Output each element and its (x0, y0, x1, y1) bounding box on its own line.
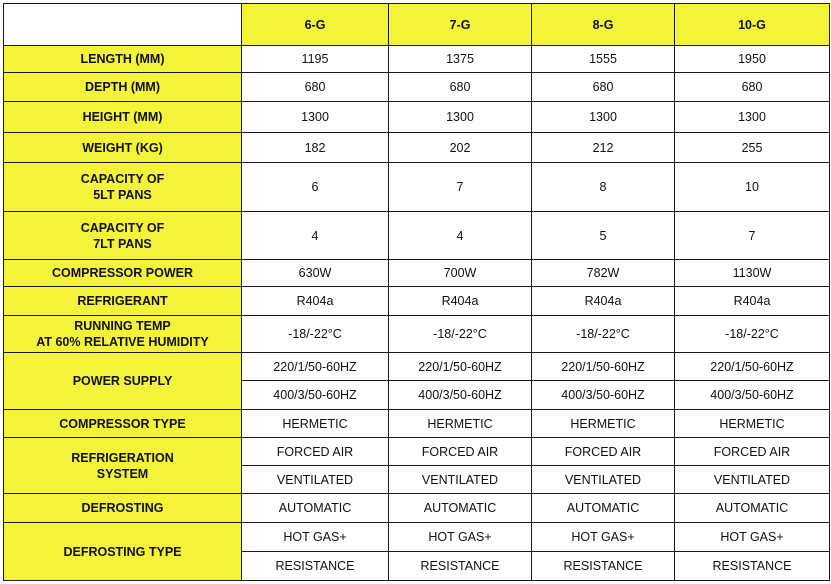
corner-cell (4, 4, 242, 46)
value-cell: -18/-22°C (389, 316, 532, 353)
value-cell: 400/3/50-60HZ (242, 381, 389, 410)
table-row (4, 260, 830, 287)
value-cell: 10 (675, 163, 830, 212)
value-cell: 680 (532, 73, 675, 102)
row-label: REFRIGERANT (4, 287, 242, 316)
value-cell: HOT GAS+ (675, 523, 830, 552)
table-row (4, 523, 830, 552)
value-cell: 4 (389, 212, 532, 260)
value-cell: 400/3/50-60HZ (675, 381, 830, 410)
value-cell: AUTOMATIC (242, 494, 389, 523)
table-row (4, 73, 830, 102)
value-cell: 220/1/50-60HZ (532, 353, 675, 381)
table-row (4, 438, 830, 466)
value-cell: HERMETIC (532, 410, 675, 438)
value-cell: 4 (242, 212, 389, 260)
value-cell: AUTOMATIC (532, 494, 675, 523)
value-cell: RESISTANCE (532, 552, 675, 581)
value-cell: -18/-22°C (242, 316, 389, 353)
value-cell: R404a (532, 287, 675, 316)
value-cell: 5 (532, 212, 675, 260)
spec-table-body (4, 46, 830, 581)
value-cell: 782W (532, 260, 675, 287)
value-cell: 255 (675, 133, 830, 163)
value-cell: VENTILATED (389, 466, 532, 494)
row-label: HEIGHT (MM) (4, 102, 242, 133)
value-cell: 1130W (675, 260, 830, 287)
value-cell: 220/1/50-60HZ (675, 353, 830, 381)
value-cell: HERMETIC (242, 410, 389, 438)
value-cell: HOT GAS+ (389, 523, 532, 552)
value-cell: AUTOMATIC (389, 494, 532, 523)
value-cell: 1555 (532, 46, 675, 73)
table-row (4, 46, 830, 73)
value-cell: R404a (242, 287, 389, 316)
value-cell: VENTILATED (532, 466, 675, 494)
table-row (4, 353, 830, 381)
value-cell: 400/3/50-60HZ (389, 381, 532, 410)
column-header: 10-G (675, 4, 830, 46)
value-cell: HERMETIC (675, 410, 830, 438)
value-cell: FORCED AIR (532, 438, 675, 466)
value-cell: 7 (675, 212, 830, 260)
row-label: COMPRESSOR TYPE (4, 410, 242, 438)
table-row (4, 316, 830, 353)
value-cell: HOT GAS+ (242, 523, 389, 552)
row-label: POWER SUPPLY (4, 353, 242, 410)
value-cell: 680 (675, 73, 830, 102)
value-cell: 220/1/50-60HZ (389, 353, 532, 381)
value-cell: 202 (389, 133, 532, 163)
row-label: DEFROSTING (4, 494, 242, 523)
table-row (4, 163, 830, 212)
value-cell: AUTOMATIC (675, 494, 830, 523)
column-header: 8-G (532, 4, 675, 46)
value-cell: 8 (532, 163, 675, 212)
value-cell: 220/1/50-60HZ (242, 353, 389, 381)
column-header: 6-G (242, 4, 389, 46)
table-row (4, 287, 830, 316)
value-cell: RESISTANCE (675, 552, 830, 581)
table-row (4, 212, 830, 260)
value-cell: 1300 (675, 102, 830, 133)
value-cell: -18/-22°C (675, 316, 830, 353)
value-cell: RESISTANCE (389, 552, 532, 581)
value-cell: HOT GAS+ (532, 523, 675, 552)
row-label: WEIGHT (KG) (4, 133, 242, 163)
value-cell: RESISTANCE (242, 552, 389, 581)
table-row (4, 133, 830, 163)
value-cell: VENTILATED (242, 466, 389, 494)
value-cell: HERMETIC (389, 410, 532, 438)
value-cell: 1195 (242, 46, 389, 73)
value-cell: FORCED AIR (242, 438, 389, 466)
value-cell: 1375 (389, 46, 532, 73)
row-label: RUNNING TEMP AT 60% RELATIVE HUMIDITY (4, 316, 242, 353)
value-cell: FORCED AIR (675, 438, 830, 466)
value-cell: VENTILATED (675, 466, 830, 494)
value-cell: 7 (389, 163, 532, 212)
spec-table (3, 3, 830, 581)
table-row (4, 494, 830, 523)
value-cell: 700W (389, 260, 532, 287)
column-header: 7-G (389, 4, 532, 46)
row-label: COMPRESSOR POWER (4, 260, 242, 287)
value-cell: 680 (242, 73, 389, 102)
header-row (4, 4, 830, 46)
row-label: DEFROSTING TYPE (4, 523, 242, 581)
row-label: CAPACITY OF 5LT PANS (4, 163, 242, 212)
value-cell: FORCED AIR (389, 438, 532, 466)
table-row (4, 102, 830, 133)
value-cell: 400/3/50-60HZ (532, 381, 675, 410)
row-label: LENGTH (MM) (4, 46, 242, 73)
table-row (4, 410, 830, 438)
value-cell: 1300 (389, 102, 532, 133)
value-cell: 1300 (242, 102, 389, 133)
value-cell: R404a (675, 287, 830, 316)
row-label: DEPTH (MM) (4, 73, 242, 102)
value-cell: 1950 (675, 46, 830, 73)
value-cell: -18/-22°C (532, 316, 675, 353)
value-cell: R404a (389, 287, 532, 316)
row-label: CAPACITY OF 7LT PANS (4, 212, 242, 260)
value-cell: 182 (242, 133, 389, 163)
value-cell: 6 (242, 163, 389, 212)
value-cell: 680 (389, 73, 532, 102)
value-cell: 212 (532, 133, 675, 163)
value-cell: 630W (242, 260, 389, 287)
row-label: REFRIGERATION SYSTEM (4, 438, 242, 494)
value-cell: 1300 (532, 102, 675, 133)
